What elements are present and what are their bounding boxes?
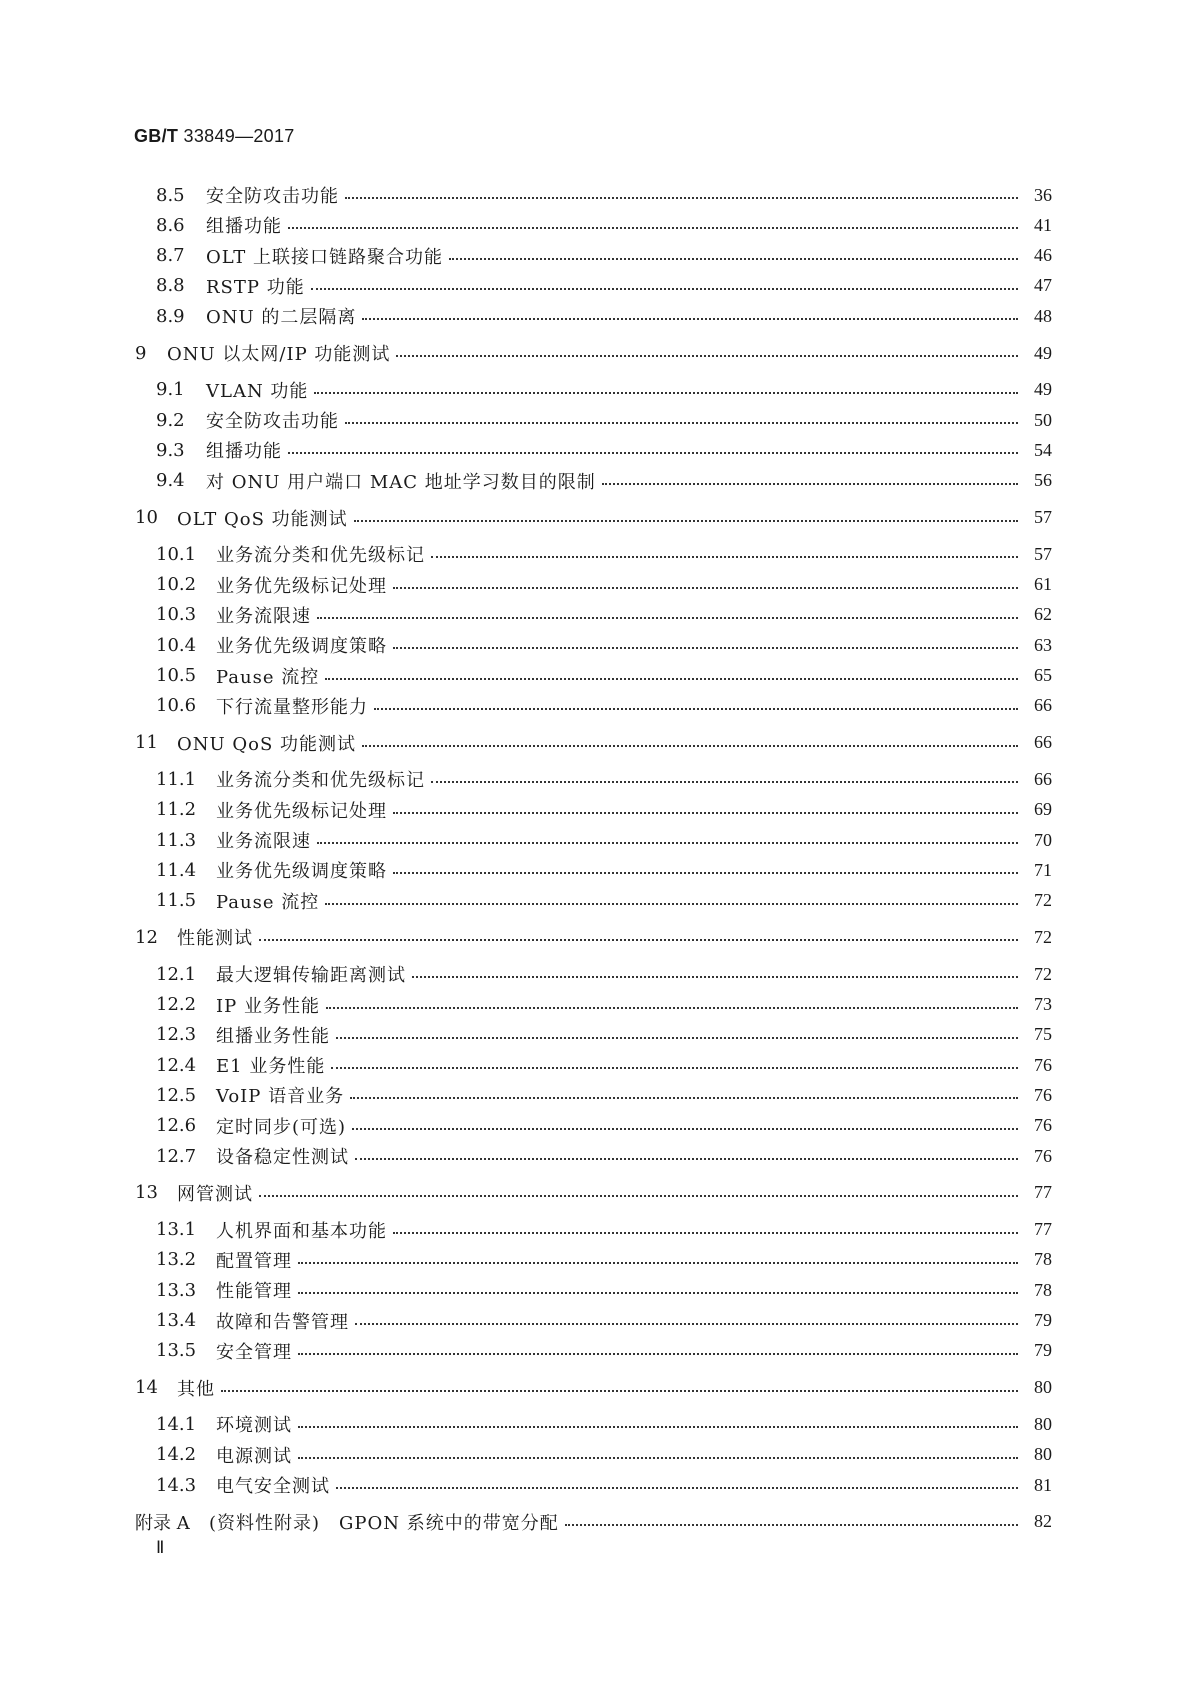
toc-leader-dots — [354, 520, 1018, 522]
toc-entry-page: 70 — [1034, 829, 1052, 850]
toc-entry-title: 组播业务性能 — [216, 1025, 330, 1047]
toc-entry-number: 13.2 — [156, 1249, 197, 1271]
toc-entry-page: 66 — [1034, 732, 1052, 753]
toc-entry-number: 12.2 — [156, 994, 197, 1015]
toc-entry-page: 76 — [1034, 1115, 1052, 1136]
toc-entry[interactable] — [156, 405, 1052, 435]
toc-entry-title: E1 业务性能 — [216, 1056, 326, 1078]
toc-entry-page: 79 — [1034, 1310, 1052, 1330]
toc-entry-number: 10.6 — [156, 695, 197, 717]
toc-entry[interactable] — [135, 1178, 1052, 1208]
toc-entry-number: 11.4 — [156, 859, 197, 881]
toc-entry[interactable] — [135, 922, 1052, 952]
toc-entry-title: 定时同步(可选) — [216, 1116, 347, 1138]
toc-leader-dots — [345, 197, 1018, 199]
toc-entry[interactable] — [156, 271, 1052, 301]
toc-entry-number: 12.1 — [156, 963, 197, 985]
toc-entry-number: 12.7 — [156, 1145, 197, 1167]
toc-entry-number: 10.3 — [156, 604, 197, 626]
toc-entry[interactable] — [156, 1080, 1052, 1110]
toc-entry-number: 13.1 — [156, 1219, 197, 1241]
toc-entry[interactable] — [156, 1275, 1052, 1305]
toc-entry-title: OLT QoS 功能测试 — [177, 508, 348, 530]
toc-entry-title: 配置管理 — [216, 1250, 292, 1272]
toc-entry-page: 49 — [1034, 342, 1052, 363]
toc-leader-dots — [355, 1323, 1018, 1325]
toc-entry-number: 13.4 — [156, 1310, 197, 1331]
toc-leader-dots — [431, 556, 1018, 558]
toc-entry-page: 81 — [1034, 1474, 1052, 1495]
toc-entry-number: 13.5 — [156, 1340, 197, 1362]
toc-entry-page: 46 — [1034, 245, 1052, 266]
toc-leader-dots — [412, 976, 1018, 978]
toc-entry-title: 故障和告警管理 — [216, 1311, 349, 1333]
toc-leader-dots — [336, 1037, 1018, 1039]
toc-entry-number: 10 — [135, 507, 158, 528]
toc-leader-dots — [314, 392, 1018, 394]
toc-entry-page: 78 — [1034, 1279, 1052, 1300]
toc-leader-dots — [449, 258, 1018, 260]
toc-entry-title: 业务优先级标记处理 — [216, 575, 387, 597]
toc-entry[interactable] — [156, 1215, 1052, 1245]
toc-entry-title: OLT 上联接口链路聚合功能 — [206, 246, 443, 268]
toc-entry-page: 69 — [1034, 799, 1052, 820]
toc-entry[interactable] — [156, 1470, 1052, 1500]
toc-entry[interactable] — [156, 1440, 1052, 1470]
toc-leader-dots — [565, 1524, 1018, 1526]
toc-leader-dots — [325, 678, 1018, 680]
toc-entry[interactable] — [156, 1245, 1052, 1275]
toc-entry-number: 8.8 — [156, 275, 185, 297]
toc-entry[interactable] — [156, 1141, 1052, 1171]
toc-entry-title: 电源测试 — [216, 1445, 292, 1467]
toc-leader-dots — [259, 1195, 1018, 1197]
toc-entry-number: 10.5 — [156, 665, 197, 686]
toc-entry[interactable] — [156, 600, 1052, 630]
toc-entry-title: 人机界面和基本功能 — [216, 1220, 387, 1242]
toc-entry-title: 性能测试 — [177, 928, 253, 950]
toc-entry[interactable] — [156, 301, 1052, 331]
toc-entry-title: 环境测试 — [216, 1415, 292, 1437]
toc-entry-page: 47 — [1034, 275, 1052, 296]
toc-entry-number: 10.1 — [156, 543, 197, 565]
toc-entry-number: 11.1 — [156, 768, 197, 790]
toc-entry-title: RSTP 功能 — [206, 276, 305, 298]
toc-leader-dots — [393, 587, 1018, 589]
toc-entry[interactable] — [156, 241, 1052, 271]
toc-leader-dots — [317, 842, 1018, 844]
toc-entry-page: 49 — [1034, 379, 1052, 400]
toc-entry-page: 71 — [1034, 859, 1052, 880]
toc-leader-dots — [298, 1292, 1018, 1294]
toc-entry-number: 8.5 — [156, 184, 185, 206]
toc-entry-page: 77 — [1034, 1182, 1052, 1203]
toc-entry-title: 业务优先级调度策略 — [216, 636, 387, 658]
toc-entry-number: 11.3 — [156, 829, 197, 851]
toc-entry-number: 12.3 — [156, 1024, 197, 1046]
toc-entry-number: 10.4 — [156, 634, 197, 656]
toc-leader-dots — [393, 812, 1018, 814]
toc-entry-number: 10.2 — [156, 574, 197, 596]
toc-entry[interactable] — [156, 990, 1052, 1020]
toc-entry-page: 76 — [1034, 1084, 1052, 1105]
toc-entry-title: 业务优先级标记处理 — [216, 800, 387, 822]
toc-entry-number: 9.1 — [156, 379, 185, 401]
toc-entry[interactable] — [135, 338, 1052, 368]
toc-entry-page: 57 — [1034, 543, 1052, 564]
toc-entry[interactable] — [156, 539, 1052, 569]
toc-entry[interactable] — [156, 375, 1052, 405]
toc-entry[interactable] — [156, 180, 1052, 210]
toc-entry-title: 电气安全测试 — [216, 1476, 330, 1497]
toc-entry-page: 62 — [1034, 604, 1052, 625]
toc-entry-number: 14.3 — [156, 1474, 197, 1496]
toc-entry-number: 8.9 — [156, 305, 185, 327]
toc-entry[interactable] — [156, 691, 1052, 721]
toc-entry-title: 其他 — [177, 1378, 215, 1400]
toc-entry-page: 50 — [1034, 409, 1052, 430]
toc-entry-page: 54 — [1034, 439, 1052, 460]
toc-entry-title: VoIP 语音业务 — [216, 1086, 345, 1108]
toc-entry-number: 9 — [135, 342, 147, 364]
toc-entry-title: ONU 的二层隔离 — [206, 307, 357, 329]
toc-entry[interactable] — [156, 855, 1052, 885]
toc-entry-number: 14.2 — [156, 1444, 197, 1466]
toc-entry-title: 安全管理 — [216, 1341, 292, 1363]
toc-leader-dots — [288, 452, 1018, 454]
toc-entry-number: 12.4 — [156, 1054, 197, 1076]
toc-entry-title: 性能管理 — [216, 1281, 292, 1303]
toc-entry-page: 76 — [1034, 1054, 1052, 1075]
toc-entry-title: 组播功能 — [206, 441, 282, 463]
toc-entry-page: 41 — [1034, 214, 1052, 235]
toc-entry[interactable] — [135, 1507, 1052, 1537]
standard-number: 33849—2017 — [183, 126, 295, 146]
toc-entry-number: 8.7 — [156, 245, 185, 267]
toc-entry-title: 业务流限速 — [216, 831, 311, 852]
toc-entry-number: 9.4 — [156, 470, 185, 492]
toc-entry[interactable] — [156, 959, 1052, 989]
document-header — [134, 126, 295, 147]
toc-entry[interactable] — [156, 210, 1052, 240]
toc-entry-title: 网管测试 — [177, 1183, 253, 1205]
toc-entry-number: 12.6 — [156, 1115, 197, 1137]
toc-leader-dots — [374, 708, 1018, 710]
toc-entry[interactable] — [156, 1020, 1052, 1050]
toc-entry-number: 11.5 — [156, 890, 197, 912]
toc-entry-title: 业务流限速 — [216, 605, 311, 627]
toc-leader-dots — [602, 483, 1018, 485]
toc-leader-dots — [355, 1158, 1018, 1160]
toc-entry-number: 12.5 — [156, 1084, 197, 1106]
toc-entry-number: 11 — [135, 732, 158, 754]
toc-entry[interactable] — [156, 1409, 1052, 1439]
toc-entry-page: 75 — [1034, 1024, 1052, 1045]
toc-leader-dots — [336, 1487, 1018, 1489]
toc-entry[interactable] — [135, 728, 1052, 758]
toc-entry-title: 设备稳定性测试 — [216, 1147, 349, 1168]
toc-entry-page: 48 — [1034, 305, 1052, 326]
toc-entry-page: 72 — [1034, 963, 1052, 984]
toc-entry-title: 业务优先级调度策略 — [216, 861, 387, 883]
toc-entry-page: 82 — [1034, 1511, 1052, 1532]
toc-entry[interactable] — [156, 570, 1052, 600]
toc-entry-page: 77 — [1034, 1219, 1052, 1240]
toc-entry[interactable] — [156, 764, 1052, 794]
toc-entry-page: 63 — [1034, 634, 1052, 655]
toc-entry-page: 72 — [1034, 926, 1052, 947]
toc-entry-title: (资料性附录) GPON 系统中的带宽分配 — [209, 1512, 559, 1534]
toc-leader-dots — [331, 1067, 1018, 1069]
toc-entry-number: 附录 A — [135, 1512, 190, 1534]
toc-entry-title: IP 业务性能 — [216, 995, 320, 1017]
toc-leader-dots — [298, 1457, 1018, 1459]
toc-leader-dots — [221, 1390, 1018, 1392]
toc-entry[interactable] — [156, 1306, 1052, 1336]
toc-entry-page: 79 — [1034, 1340, 1052, 1361]
toc-entry-title: ONU 以太网/IP 功能测试 — [167, 344, 391, 365]
toc-entry[interactable] — [156, 466, 1052, 496]
toc-entry-page: 65 — [1034, 665, 1052, 685]
toc-entry-title: Pause 流控 — [216, 666, 320, 688]
toc-leader-dots — [431, 781, 1018, 783]
toc-entry-title: ONU QoS 功能测试 — [177, 733, 357, 755]
toc-entry-number: 12 — [135, 926, 158, 948]
toc-leader-dots — [317, 617, 1018, 619]
toc-leader-dots — [352, 1128, 1018, 1130]
toc-leader-dots — [326, 1007, 1018, 1009]
toc-entry-page: 36 — [1034, 184, 1052, 205]
toc-entry-page: 61 — [1034, 574, 1052, 595]
toc-entry[interactable] — [156, 630, 1052, 660]
toc-entry[interactable] — [156, 661, 1052, 691]
toc-entry-title: 对 ONU 用户端口 MAC 地址学习数目的限制 — [206, 471, 596, 493]
toc-entry-page: 57 — [1034, 507, 1052, 527]
toc-entry-title: 业务流分类和优先级标记 — [216, 770, 425, 792]
toc-leader-dots — [288, 227, 1018, 229]
toc-entry[interactable] — [156, 435, 1052, 465]
toc-leader-dots — [393, 1232, 1018, 1234]
toc-entry-number: 13.3 — [156, 1279, 197, 1301]
toc-entry-page: 66 — [1034, 768, 1052, 789]
toc-entry[interactable] — [156, 795, 1052, 825]
page-number: Ⅱ — [156, 1538, 165, 1557]
toc-entry-number: 11.2 — [156, 799, 197, 821]
toc-leader-dots — [362, 318, 1018, 320]
toc-entry-page: 66 — [1034, 695, 1052, 716]
toc-leader-dots — [298, 1262, 1018, 1264]
toc-leader-dots — [362, 745, 1018, 747]
toc-entry-number: 9.2 — [156, 409, 185, 431]
toc-entry-page: 73 — [1034, 994, 1052, 1014]
toc-entry[interactable] — [156, 1336, 1052, 1366]
toc-entry-title: 业务流分类和优先级标记 — [216, 545, 425, 567]
toc-entry-title: 最大逻辑传输距离测试 — [216, 965, 406, 987]
toc-entry-page: 78 — [1034, 1249, 1052, 1270]
toc-leader-dots — [298, 1353, 1018, 1355]
toc-leader-dots — [393, 872, 1018, 874]
toc-entry-title: 组播功能 — [206, 216, 282, 238]
toc-leader-dots — [345, 422, 1018, 424]
toc-entry-page: 80 — [1034, 1413, 1052, 1434]
toc-entry[interactable] — [156, 825, 1052, 855]
toc-leader-dots — [350, 1097, 1018, 1099]
toc-entry-page: 76 — [1034, 1145, 1052, 1166]
toc-leader-dots — [325, 903, 1018, 905]
toc-entry[interactable] — [156, 1050, 1052, 1080]
toc-entry-title: 安全防攻击功能 — [206, 186, 339, 207]
toc-entry-page: 72 — [1034, 890, 1052, 911]
toc-leader-dots — [393, 647, 1018, 649]
toc-entry[interactable] — [156, 886, 1052, 916]
toc-leader-dots — [298, 1426, 1018, 1428]
toc-entry[interactable] — [156, 1111, 1052, 1141]
toc-entry-page: 56 — [1034, 470, 1052, 491]
toc-entry-number: 8.6 — [156, 214, 185, 236]
toc-entry-title: VLAN 功能 — [206, 380, 309, 402]
toc-entry-number: 13 — [135, 1182, 158, 1204]
toc-entry-page: 80 — [1034, 1444, 1052, 1465]
toc-entry-number: 14.1 — [156, 1413, 197, 1435]
standard-code: GB/T — [134, 126, 179, 146]
toc-leader-dots — [396, 355, 1018, 357]
toc-leader-dots — [259, 939, 1018, 941]
toc-entry[interactable] — [135, 1373, 1052, 1403]
toc-entry-number: 14 — [135, 1377, 158, 1399]
toc-entry-page: 80 — [1034, 1377, 1052, 1398]
toc-entry-title: 下行流量整形能力 — [216, 696, 368, 718]
toc-entry-title: 安全防攻击功能 — [206, 411, 339, 433]
toc-entry[interactable] — [135, 503, 1052, 533]
toc-entry-number: 9.3 — [156, 439, 185, 461]
toc-entry-title: Pause 流控 — [216, 891, 320, 913]
toc-leader-dots — [311, 288, 1018, 290]
